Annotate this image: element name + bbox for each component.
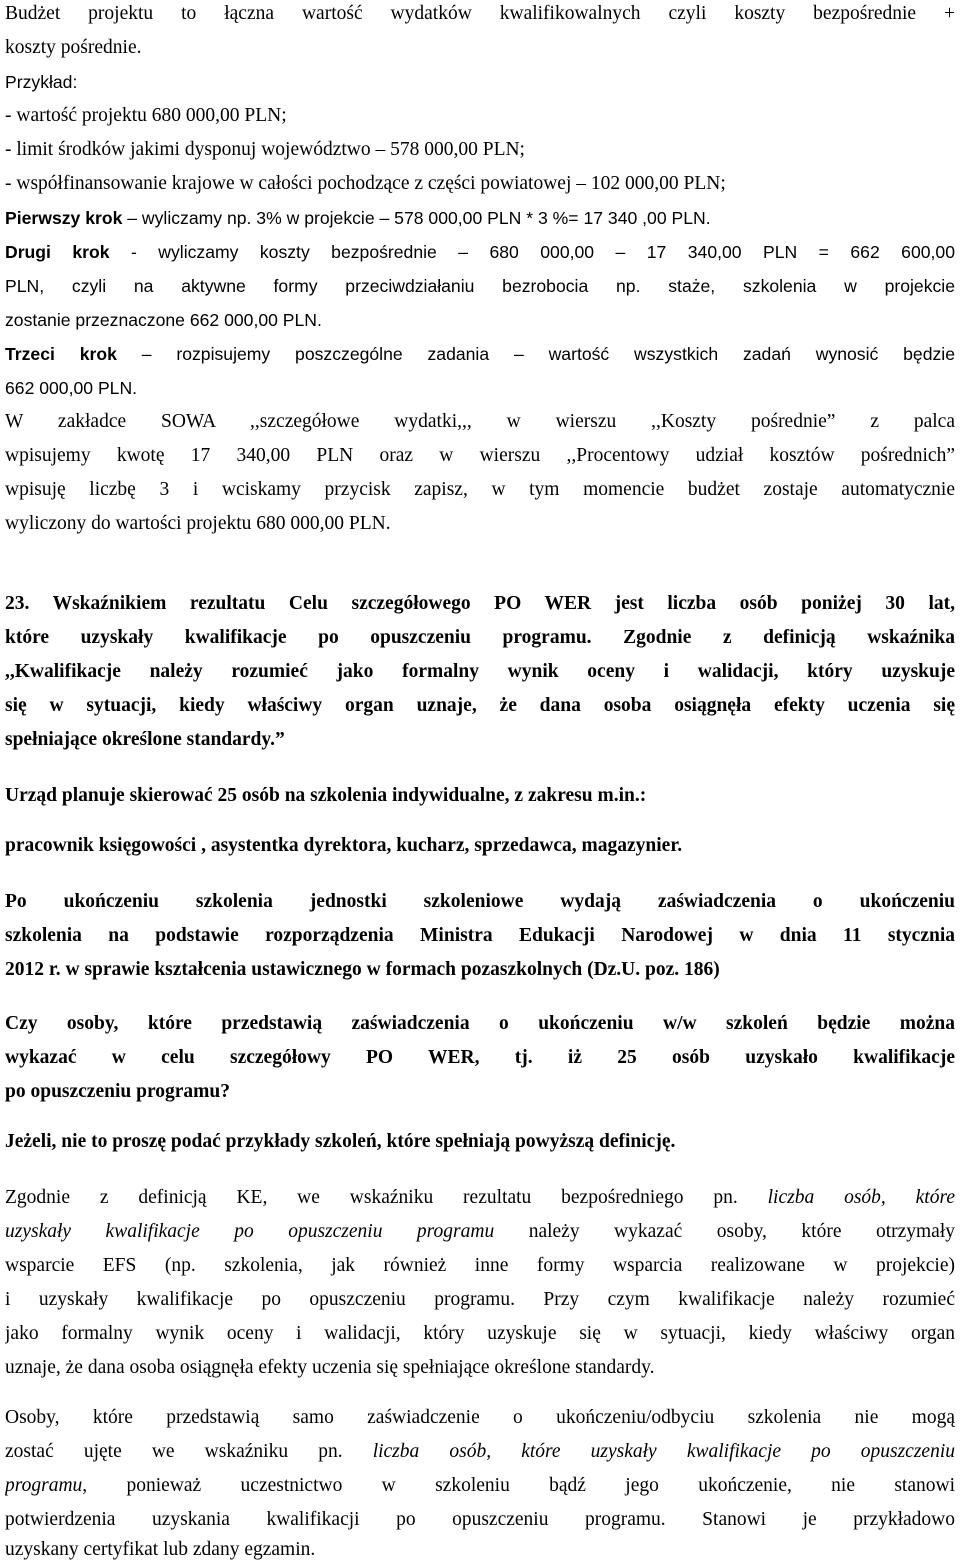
text-line: po opuszczeniu programu? [5,1081,230,1102]
text-line: - współfinansowanie krajowe w całości pochodzące z części powiatowej – 102 000,00 PLN; [5,173,726,194]
text-line: 2012 r. w sprawie kształcenia ustawicznego w formach pozaszkolnych (Dz.U. poz. 186) [5,959,720,980]
text-line: pracownik księgowości , asystentka dyrektora, kucharz, sprzedawca, magazynier. [5,835,683,856]
question-heading: 23. Wskaźnikiem rezultatu Celu szczegółowego PO WER jest liczba osób poniżej 30 lat, [5,593,955,614]
text-line: wpisuję liczbę 3 i wciskamy przycisk zapisz, w tym momencie budżet zostaje automatycznie [5,479,955,500]
text-line: Jeżeli, nie to proszę podać przykłady szkoleń, które spełniają powyższą definicję. [5,1131,676,1152]
text-line: Po ukończeniu szkolenia jednostki szkoleniowe wydają zaświadczenia o ukończeniu [5,891,955,912]
step-one-label: Pierwszy krok [5,208,123,228]
text-line: Zgodnie z definicją KE, we wskaźniku rezultatu bezpośredniego pn. liczba osób, które [5,1187,955,1208]
text-line: zostać ujęte we wskaźniku pn. liczba osób, które uzyskały kwalifikacje po opuszczeniu [5,1441,955,1462]
step-three-label: Trzeci krok [5,344,117,364]
text-line: - wartość projektu 680 000,00 PLN; [5,105,287,126]
text-line: uznaje, że dana osoba osiągnęła efekty uczenia się spełniające określone standardy. [5,1357,655,1378]
step-two-label: Drugi krok [5,242,110,262]
text-line: Budżet projektu to łączna wartość wydatków kwalifikowalnych czyli koszty bezpośrednie + [5,3,955,24]
text-line: Urząd planuje skierować 25 osób na szkolenia indywidualne, z zakresu m.in.: [5,785,647,806]
text-line: Drugi krok - wyliczamy koszty bezpośrednie – 680 000,00 – 17 340,00 PLN = 662 600,00 [5,242,955,262]
text-line: Czy osoby, które przedstawią zaświadczenia o ukończeniu w/w szkoleń będzie można [5,1013,955,1034]
text-line: uzyskały kwalifikacje po opuszczeniu programu należy wykazać osoby, które otrzymały [5,1221,955,1242]
text-line: potwierdzenia uzyskania kwalifikacji po opuszczeniu programu. Stanowi je przykładowo [5,1509,955,1530]
text-line: Osoby, które przedstawią samo zaświadczenie o ukończeniu/odbyciu szkolenia nie mogą [5,1407,955,1428]
text-line: ,,Kwalifikacje należy rozumieć jako formalny wynik oceny i walidacji, który uzyskuje [5,661,955,682]
text-line: 662 000,00 PLN. [5,378,138,398]
text-line: uzyskany certyfikat lub zdany egzamin. [5,1539,316,1560]
text-line: szkolenia na podstawie rozporządzenia Ministra Edukacji Narodowej w dnia 11 stycznia [5,925,955,946]
text-line: Trzeci krok – rozpisujemy poszczególne zadania – wartość wszystkich zadań wynosić będzie [5,344,955,364]
text-line: programu, ponieważ uczestnictwo w szkoleniu bądź jego ukończenie, nie stanowi [5,1475,955,1496]
text-line: wpisujemy kwotę 17 340,00 PLN oraz w wierszu ,,Procentowy udział kosztów pośrednich” [5,445,955,466]
text-line: Pierwszy krok – wyliczamy np. 3% w projekcie – 578 000,00 PLN * 3 %= 17 340 ,00 PLN. [5,208,711,228]
text-line: wykazać w celu szczegółowy PO WER, tj. iż 25 osób uzyskało kwalifikacje [5,1047,955,1068]
text-line: zostanie przeznaczone 662 000,00 PLN. [5,310,322,330]
text-line: wsparcie EFS (np. szkolenia, jak również inne formy wsparcia realizowane w projekcie) [5,1255,955,1276]
text-line: PLN, czyli na aktywne formy przeciwdziałaniu bezrobocia np. staże, szkolenia w projekcie [5,276,955,296]
text-line: koszty pośrednie. [5,37,142,58]
text-line: spełniające określone standardy.” [5,729,285,750]
text-line: wyliczony do wartości projektu 680 000,00 PLN. [5,513,391,534]
text-line: które uzyskały kwalifikacje po opuszczeniu programu. Zgodnie z definicją wskaźnika [5,627,955,648]
text-line: jako formalny wynik oceny i walidacji, który uzyskuje się w sytuacji, kiedy właściwy organ [5,1323,955,1344]
text-line: się w sytuacji, kiedy właściwy organ uznaje, że dana osoba osiągnęła efekty uczenia się [5,695,955,716]
text-line: - limit środków jakimi dysponuj województwo – 578 000,00 PLN; [5,139,525,160]
text-line: Przykład: [5,72,78,92]
text-line: i uzyskały kwalifikacje po opuszczeniu programu. Przy czym kwalifikacje należy rozumieć [5,1289,955,1310]
text-line: W zakładce SOWA ,,szczegółowe wydatki,,, w wierszu ,,Koszty pośrednie” z palca [5,411,955,432]
